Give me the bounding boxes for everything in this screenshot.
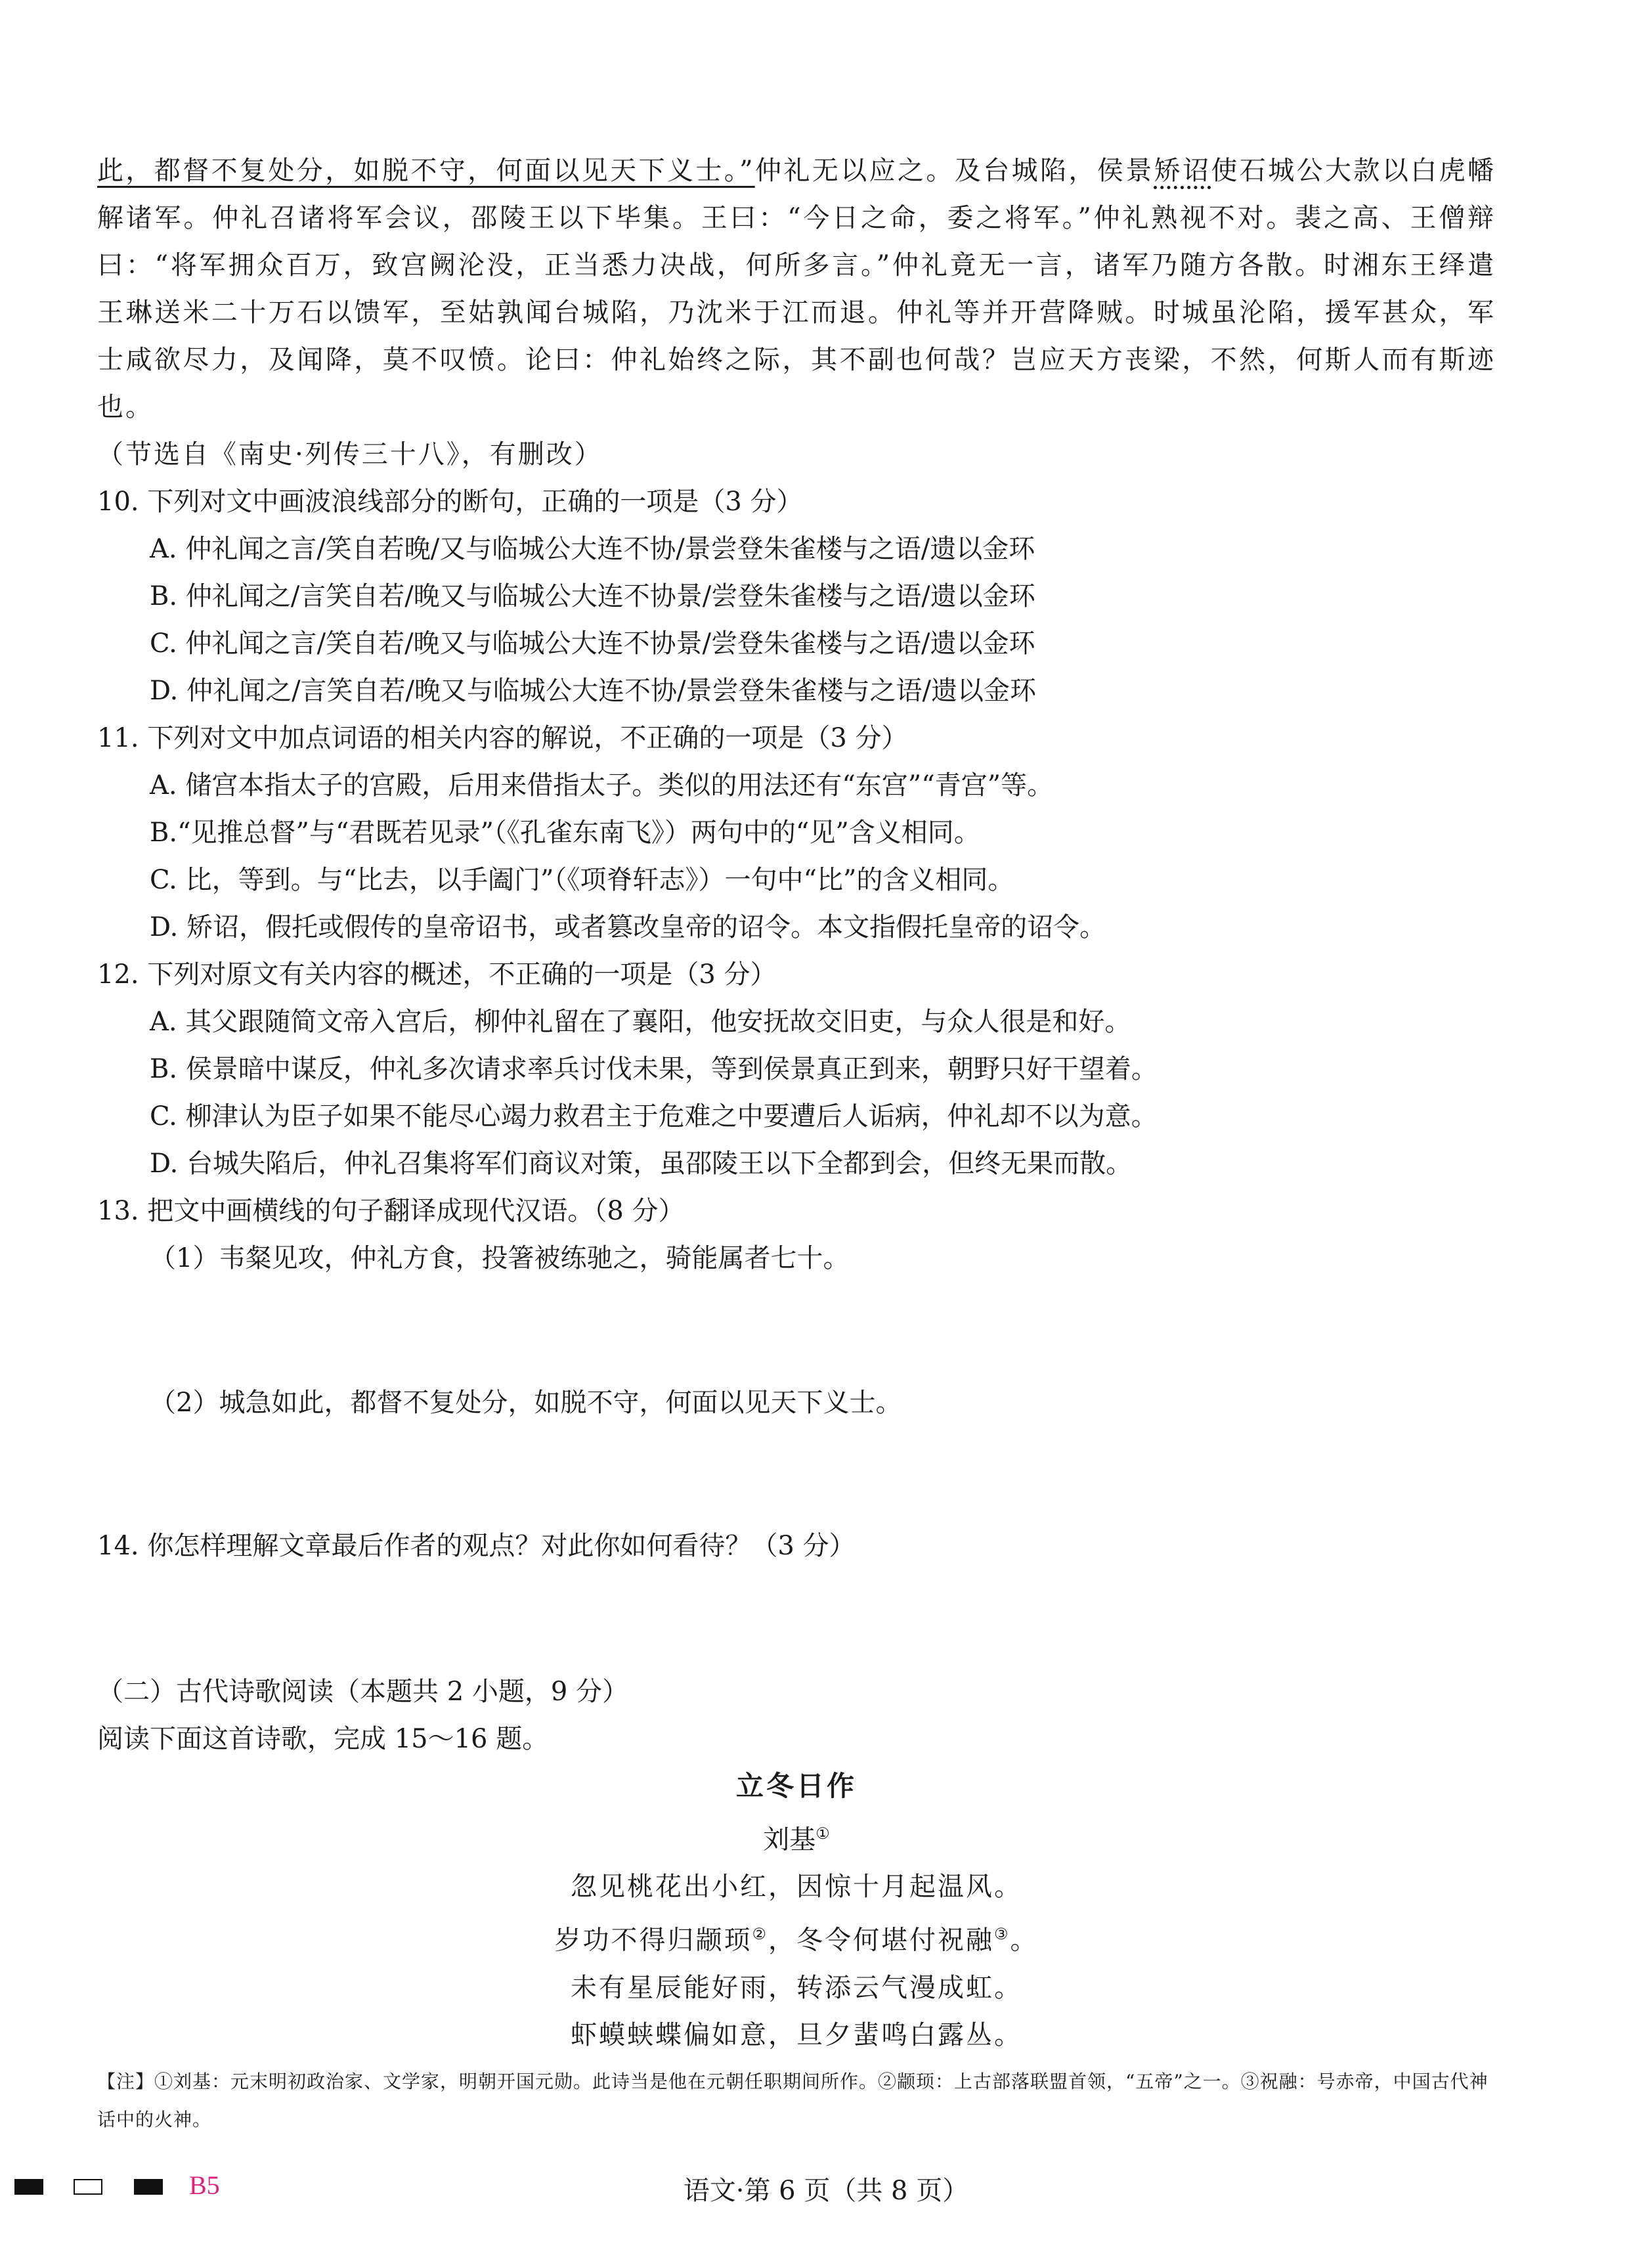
section-instruction: 阅读下面这首诗歌，完成 15～16 题。 <box>97 1724 549 1754</box>
exam-page <box>97 147 1496 2139</box>
option-d: D. 仲礼闻之/言笑自若/晚又与临城公大连不协/景尝登朱雀楼与之语/遗以金环 <box>150 676 1036 706</box>
question-stem: 12. 下列对原文有关内容的概述，不正确的一项是（3 分） <box>97 959 777 990</box>
passage-text: 仲礼无以应之。及台城陷，侯景 <box>754 156 1154 186</box>
page-number: 语文·第 6 页（共 8 页） <box>683 2176 969 2206</box>
translation-item-2: （2）城急如此，都督不复处分，如脱不守，何面以见天下义士。 <box>150 1388 902 1418</box>
poem-author <box>97 1810 1496 1863</box>
question-stem: 14. 你怎样理解文章最后作者的观点？对此你如何看待？（3 分） <box>97 1531 856 1561</box>
option-c: C. 柳津认为臣子如果不能尽心竭力救君主于危难之中要遭后人诟病，仲礼却不以为意。 <box>150 1101 1158 1132</box>
option-b: B.“见推总督”与“君既若见录”（《孔雀东南飞》）两句中的“见”含义相同。 <box>150 818 980 848</box>
poem-title: 立冬日作 <box>735 1770 857 1802</box>
poem-line-2 <box>97 1910 1496 1964</box>
option-d: D. 矫诏，假托或假传的皇帝诏书，或者篡改皇帝的诏令。本文指假托皇帝的诏令。 <box>150 912 1106 942</box>
question-11 <box>97 715 1496 951</box>
poem <box>97 1763 1496 2059</box>
dotted-word: 矫诏 <box>1154 156 1211 186</box>
footnote-mark: ③ <box>994 1925 1011 1944</box>
question-13 <box>97 1187 1496 1522</box>
answer-space <box>97 1426 1496 1522</box>
poem-text: ，冬令何堪付祝融 <box>768 1925 994 1956</box>
footnote-mark: ② <box>752 1925 768 1944</box>
option-a: A. 储宫本指太子的宫殿，后用来借指太子。类似的用法还有“东宫”“青宫”等。 <box>150 770 1054 801</box>
answer-space <box>97 1282 1496 1379</box>
footnote-mark: ① <box>815 1824 830 1843</box>
poem-line-4: 虾蟆蛱蝶偏如意，旦夕蜚鸣白露丛。 <box>571 2019 1022 2050</box>
underlined-sentence: 此，都督不复处分，如脱不守，何面以见天下义士。” <box>97 156 755 186</box>
option-a: A. 其父跟随简文帝入宫后，柳仲礼留在了襄阳，他安抚故交旧吏，与众人很是和好。 <box>150 1007 1131 1037</box>
classical-passage <box>97 147 1496 478</box>
section-poetry <box>97 1668 1496 2139</box>
section-heading: （二）古代诗歌阅读（本题共 2 小题，9 分） <box>97 1677 629 1707</box>
option-b: B. 仲礼闻之/言笑自若/晚又与临城公大连不协景/尝登朱雀楼与之语/遗以金环 <box>150 581 1035 611</box>
answer-space <box>97 1570 1496 1668</box>
option-c: C. 仲礼闻之言/笑自若/晚又与临城公大连不协景/尝登朱雀楼与之语/遗以金环 <box>150 628 1035 659</box>
question-stem: 10. 下列对文中画波浪线部分的断句，正确的一项是（3 分） <box>97 487 803 517</box>
passage-paragraph <box>97 147 1496 431</box>
question-12 <box>97 951 1496 1187</box>
option-b: B. 侯景暗中谋反，仲礼多次请求率兵讨伐未果，等到侯景真正到来，朝野只好干望着。 <box>150 1054 1158 1084</box>
poem-text: 。 <box>1010 1925 1039 1956</box>
poem-text: 岁功不得归颛顼 <box>554 1925 752 1956</box>
poem-line-3: 未有星辰能好雨，转添云气漫成虹。 <box>571 1972 1022 2003</box>
translation-item-1: （1）韦粲见攻，仲礼方食，投箸被练驰之，骑能属者七十。 <box>150 1243 850 1273</box>
option-d: D. 台城失陷后，仲礼召集将军们商议对策，虽邵陵王以下全都到会，但终无果而散。 <box>150 1149 1133 1179</box>
page-footer <box>0 2167 1652 2207</box>
question-stem: 13. 把文中画横线的句子翻译成现代汉语。（8 分） <box>97 1196 685 1226</box>
poem-footnote: 【注】①刘基：元末明初政治家、文学家，明朝开国元勋。此诗当是他在元朝任职期间所作。②颛顼：上古部落联盟首领，“五帝”之一。③祝融：号赤帝，中国古代神话中的火神。 <box>97 2070 1489 2130</box>
passage-source: （节选自《南史·列传三十八》，有删改） <box>97 439 603 470</box>
option-a: A. 仲礼闻之言/笑自若晚/又与临城公大连不协/景尝登朱雀楼与之语/遗以金环 <box>150 534 1035 564</box>
passage-text: 虎幡解诸军。仲礼召诸将军会议，邵陵王以下毕集。王曰：“今日之命，委之将军。”仲礼熟视不对。裴之高、王僧辩曰：“将军拥众百万，致宫阙沦没，正当悉力决战，何所多言。”仲礼竟无一言，诸军乃随方各散。时湘东王绎遣王琳送米二十万石以馈军，至姑孰闻台城陷，乃沈米于江而退。仲礼等并开营降贼。时城虽沦陷，援军甚众，军士咸欲尽力，及闻降，莫不叹愤。论曰：仲礼始终之际，其不副也何哉？岂应天方丧梁，不然，何斯人而有斯迹也。 <box>97 156 1496 422</box>
question-stem: 11. 下列对文中加点词语的相关内容的解说，不正确的一项是（3 分） <box>97 723 908 753</box>
passage-text: 使石城公大款以白 <box>1211 156 1439 186</box>
question-10 <box>97 478 1496 715</box>
paper-size-label: B5 <box>189 2170 220 2200</box>
author-name: 刘基 <box>763 1824 816 1855</box>
option-c: C. 比，等到。与“比去，以手阖门”（《项脊轩志》）一句中“比”的含义相同。 <box>150 865 1014 895</box>
poem-line-1: 忽见桃花出小红，因惊十月起温风。 <box>571 1872 1022 1902</box>
question-14 <box>97 1522 1496 1668</box>
